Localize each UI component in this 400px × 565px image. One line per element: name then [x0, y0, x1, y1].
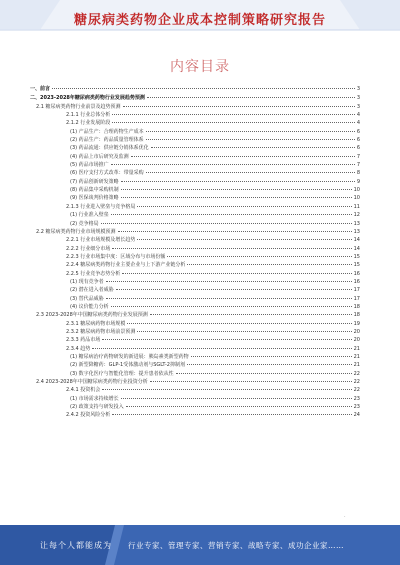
toc-entry-title: (4) 议价能力分析	[70, 303, 109, 310]
toc-entry-page: 10	[353, 195, 360, 202]
toc-entry-page: 9	[356, 178, 360, 185]
toc-entry-title: 2.2.5 行业竞争态势分析	[66, 270, 121, 277]
toc-entry-title: (1) 行业准入壁垒	[70, 212, 109, 219]
toc-entry-title: 2.2.1 行业市场规模及增长趋势	[66, 237, 136, 244]
toc-entry[interactable]	[30, 85, 360, 93]
toc-entry-page: 11	[353, 203, 360, 210]
toc-leader-dots	[112, 248, 351, 249]
toc-heading: 内容目录	[170, 59, 230, 75]
toc-entry-title: 2.2.2 行业细分市场	[66, 245, 111, 252]
toc-entry-title: (4) 药品上市后研究及监测	[70, 153, 129, 160]
page-mark: ·	[344, 514, 346, 520]
toc-leader-dots	[131, 156, 355, 157]
toc-entry-page: 21	[353, 345, 360, 352]
toc-entry-page: 20	[353, 337, 360, 344]
toc-entry-title: (8) 药品集中采购机制	[70, 187, 119, 194]
toc-entry[interactable]	[30, 178, 360, 186]
toc-entry-title: (3) 替代品威胁	[70, 295, 104, 302]
toc-entry-title: (1) 糖尿病治疗药物研发的新进展：胰岛素类新型药物	[70, 354, 189, 360]
toc-entry-page: 16	[353, 270, 360, 277]
toc-entry-title: 2.3.4 趋势	[66, 345, 91, 352]
table-of-contents	[30, 84, 360, 420]
toc-entry-page: 13	[353, 228, 360, 235]
toc-entry-page: 21	[353, 362, 360, 369]
toc-entry-title: (2) 新型降糖药：GLP-1受体激动剂与SGLT-2抑制剂	[70, 362, 185, 369]
toc-leader-dots	[101, 223, 352, 224]
toc-entry[interactable]	[30, 411, 360, 419]
toc-leader-dots	[127, 323, 351, 324]
toc-leader-dots	[106, 298, 352, 299]
toc-entry-page: 15	[353, 262, 360, 269]
toc-leader-dots	[137, 239, 351, 240]
toc-leader-dots	[118, 231, 352, 232]
toc-entry[interactable]	[30, 345, 360, 353]
toc-entry-title: 2.1 糖尿病类药物行业前景及趋势预测	[36, 103, 121, 110]
toc-leader-dots	[121, 189, 352, 190]
toc-leader-dots	[112, 414, 351, 415]
toc-entry-page: 15	[353, 253, 360, 260]
toc-entry-page: 23	[353, 395, 360, 402]
toc-entry-title: 2.4.2 投资风险分析	[66, 412, 111, 419]
toc-entry-page: 6	[356, 128, 360, 135]
toc-entry-page: 7	[356, 162, 360, 169]
toc-entry-title: 2.3.2 糖尿病药物市场前景预测	[66, 328, 136, 335]
toc-leader-dots	[121, 398, 352, 399]
toc-leader-dots	[106, 281, 352, 282]
toc-leader-dots	[52, 88, 355, 89]
toc-entry[interactable]	[30, 94, 360, 102]
toc-entry-page: 18	[353, 303, 360, 310]
toc-entry[interactable]	[30, 361, 360, 369]
toc-entry-title: (1) 现有竞争者	[70, 278, 104, 285]
toc-entry-title: 2.1.1 行业总体分析	[66, 112, 111, 119]
footer-banner	[0, 525, 400, 565]
toc-entry[interactable]	[30, 378, 360, 386]
toc-entry-title: 2.2.4 糖尿病类药物行业主要企业与上下游产业链分析	[66, 262, 186, 269]
toc-leader-dots	[137, 206, 351, 207]
toc-entry-page: 22	[353, 387, 360, 394]
toc-entry-title: (2) 潜在进入者威胁	[70, 287, 114, 294]
toc-entry-title: 2.3.3 药品市场	[66, 337, 101, 344]
toc-entry-page: 6	[356, 145, 360, 152]
toc-entry-page: 4	[356, 112, 360, 119]
toc-leader-dots	[111, 214, 352, 215]
toc-entry[interactable]	[30, 278, 360, 286]
toc-entry-title: (1) 产品生产：合理药物生产成本	[70, 128, 144, 135]
toc-entry[interactable]	[30, 261, 360, 269]
toc-leader-dots	[102, 339, 351, 340]
toc-entry[interactable]	[30, 211, 360, 219]
toc-entry-title: 2.2.3 行业市场集中度：区域分布与市场份额	[66, 253, 166, 260]
toc-entry-page: 8	[356, 170, 360, 177]
toc-leader-dots	[112, 122, 355, 123]
toc-entry-page: 19	[353, 320, 360, 327]
toc-entry-page: 22	[353, 379, 360, 386]
toc-entry[interactable]	[30, 370, 360, 378]
toc-leader-dots	[176, 373, 352, 374]
toc-leader-dots	[92, 348, 351, 349]
toc-entry[interactable]	[30, 136, 360, 144]
toc-entry-page: 3	[356, 103, 360, 110]
toc-entry-page: 22	[353, 370, 360, 377]
toc-leader-dots	[112, 114, 355, 115]
toc-entry-title: (2) 药品生产：药品质量管理体系	[70, 137, 144, 144]
toc-leader-dots	[111, 164, 355, 165]
toc-entry-title: (9) 医保谈判价格策略	[70, 195, 119, 202]
toc-entry[interactable]	[30, 228, 360, 236]
toc-entry-title: 2.2 糖尿病类药物行业市场规模预测	[36, 228, 116, 235]
toc-entry[interactable]	[30, 161, 360, 169]
toc-entry[interactable]	[30, 286, 360, 294]
toc-entry-title: 2.3 2023-2028年中国糖尿病类药物行业发展预测	[36, 312, 148, 319]
report-title: 糖尿病类药物企业成本控制策略研究报告	[73, 13, 326, 28]
toc-entry-page: 12	[353, 212, 360, 219]
toc-entry-page: 3	[356, 95, 360, 102]
toc-entry-page: 3	[356, 86, 360, 92]
toc-entry-page: 13	[353, 220, 360, 227]
toc-leader-dots	[150, 314, 352, 315]
toc-entry-title: (5) 药品市场推广	[70, 162, 109, 169]
toc-entry-page: 17	[353, 287, 360, 294]
toc-leader-dots	[191, 356, 352, 357]
toc-leader-dots	[102, 389, 351, 390]
toc-entry[interactable]	[30, 295, 360, 303]
toc-leader-dots	[123, 106, 355, 107]
toc-entry-page: 18	[353, 312, 360, 319]
toc-leader-dots	[146, 172, 355, 173]
toc-entry[interactable]	[30, 303, 360, 311]
toc-leader-dots	[146, 131, 355, 132]
toc-leader-dots	[167, 256, 351, 257]
toc-entry[interactable]	[30, 186, 360, 194]
toc-leader-dots	[187, 264, 351, 265]
toc-entry-title: 2.3.1 糖尿病药物市场规模	[66, 320, 126, 327]
toc-leader-dots	[126, 406, 352, 407]
toc-entry-page: 20	[353, 328, 360, 335]
toc-entry-page: 24	[353, 412, 360, 419]
toc-entry[interactable]	[30, 144, 360, 152]
toc-entry[interactable]	[30, 194, 360, 202]
toc-leader-dots	[146, 139, 355, 140]
toc-entry[interactable]	[30, 236, 360, 244]
toc-entry-page: 4	[356, 120, 360, 127]
toc-entry[interactable]	[30, 111, 360, 119]
toc-leader-dots	[121, 181, 355, 182]
toc-entry[interactable]	[30, 336, 360, 344]
toc-entry-title: 2.1.3 行业进入壁垒与竞争格局	[66, 203, 136, 210]
toc-entry-page: 16	[353, 278, 360, 285]
report-header	[0, 0, 400, 34]
toc-entry-page: 14	[353, 237, 360, 244]
toc-leader-dots	[111, 306, 352, 307]
toc-leader-dots	[147, 97, 355, 98]
toc-entry-title: (3) 数字化医疗与智能化管理：提升患者依从性	[70, 370, 174, 377]
toc-leader-dots	[121, 197, 352, 198]
toc-entry-title: (2) 政策支持与研发投入	[70, 404, 124, 411]
toc-leader-dots	[116, 289, 352, 290]
toc-entry[interactable]	[30, 270, 360, 278]
toc-entry-page: 14	[353, 245, 360, 252]
toc-entry-page: 10	[353, 187, 360, 194]
toc-entry[interactable]	[30, 220, 360, 228]
toc-entry[interactable]	[30, 353, 360, 361]
toc-entry-title: 二、2023-2028年糖尿病类药物行业发展趋势预测	[30, 95, 145, 102]
toc-entry[interactable]	[30, 245, 360, 253]
toc-entry-title: (6) 医疗支付方式改革：带量采购	[70, 170, 144, 177]
toc-entry-title: (7) 药品创新研发策略	[70, 178, 119, 185]
toc-entry-title: 2.4.1 投资机会	[66, 387, 101, 394]
toc-entry-page: 23	[353, 404, 360, 411]
toc-entry[interactable]	[30, 386, 360, 394]
toc-entry[interactable]	[30, 320, 360, 328]
toc-leader-dots	[151, 147, 355, 148]
toc-entry[interactable]	[30, 169, 360, 177]
toc-leader-dots	[187, 364, 352, 365]
toc-leader-dots	[137, 331, 351, 332]
toc-entry[interactable]	[30, 203, 360, 211]
toc-entry-title: 2.4 2023-2028年中国糖尿病类药物行业投资分析	[36, 379, 148, 386]
toc-entry[interactable]	[30, 395, 360, 403]
toc-entry-title: (1) 市场需求持续增长	[70, 395, 119, 402]
toc-entry[interactable]	[30, 253, 360, 261]
toc-leader-dots	[150, 381, 352, 382]
toc-entry-title: 2.1.2 行业发展阶段	[66, 120, 111, 127]
toc-leader-dots	[122, 273, 351, 274]
toc-entry[interactable]	[30, 128, 360, 136]
toc-entry-page: 7	[356, 153, 360, 160]
toc-entry[interactable]	[30, 103, 360, 111]
toc-entry-title: 一、前言	[30, 86, 51, 92]
toc-entry[interactable]	[30, 153, 360, 161]
toc-entry-title: (2) 竞争格局	[70, 220, 99, 227]
footer-slogan-left: 让每个人都能成为	[40, 541, 112, 550]
toc-entry[interactable]	[30, 328, 360, 336]
footer-slogan-right: 行业专家、管理专家、营销专家、战略专家、成功企业家……	[128, 541, 344, 550]
toc-entry-page: 17	[353, 295, 360, 302]
toc-entry-page: 21	[353, 354, 360, 360]
toc-entry-page: 6	[356, 137, 360, 144]
toc-entry[interactable]	[30, 119, 360, 127]
toc-entry[interactable]	[30, 403, 360, 411]
toc-entry[interactable]	[30, 311, 360, 319]
toc-entry-title: (3) 药品流通：供应链分销体系优化	[70, 145, 149, 152]
